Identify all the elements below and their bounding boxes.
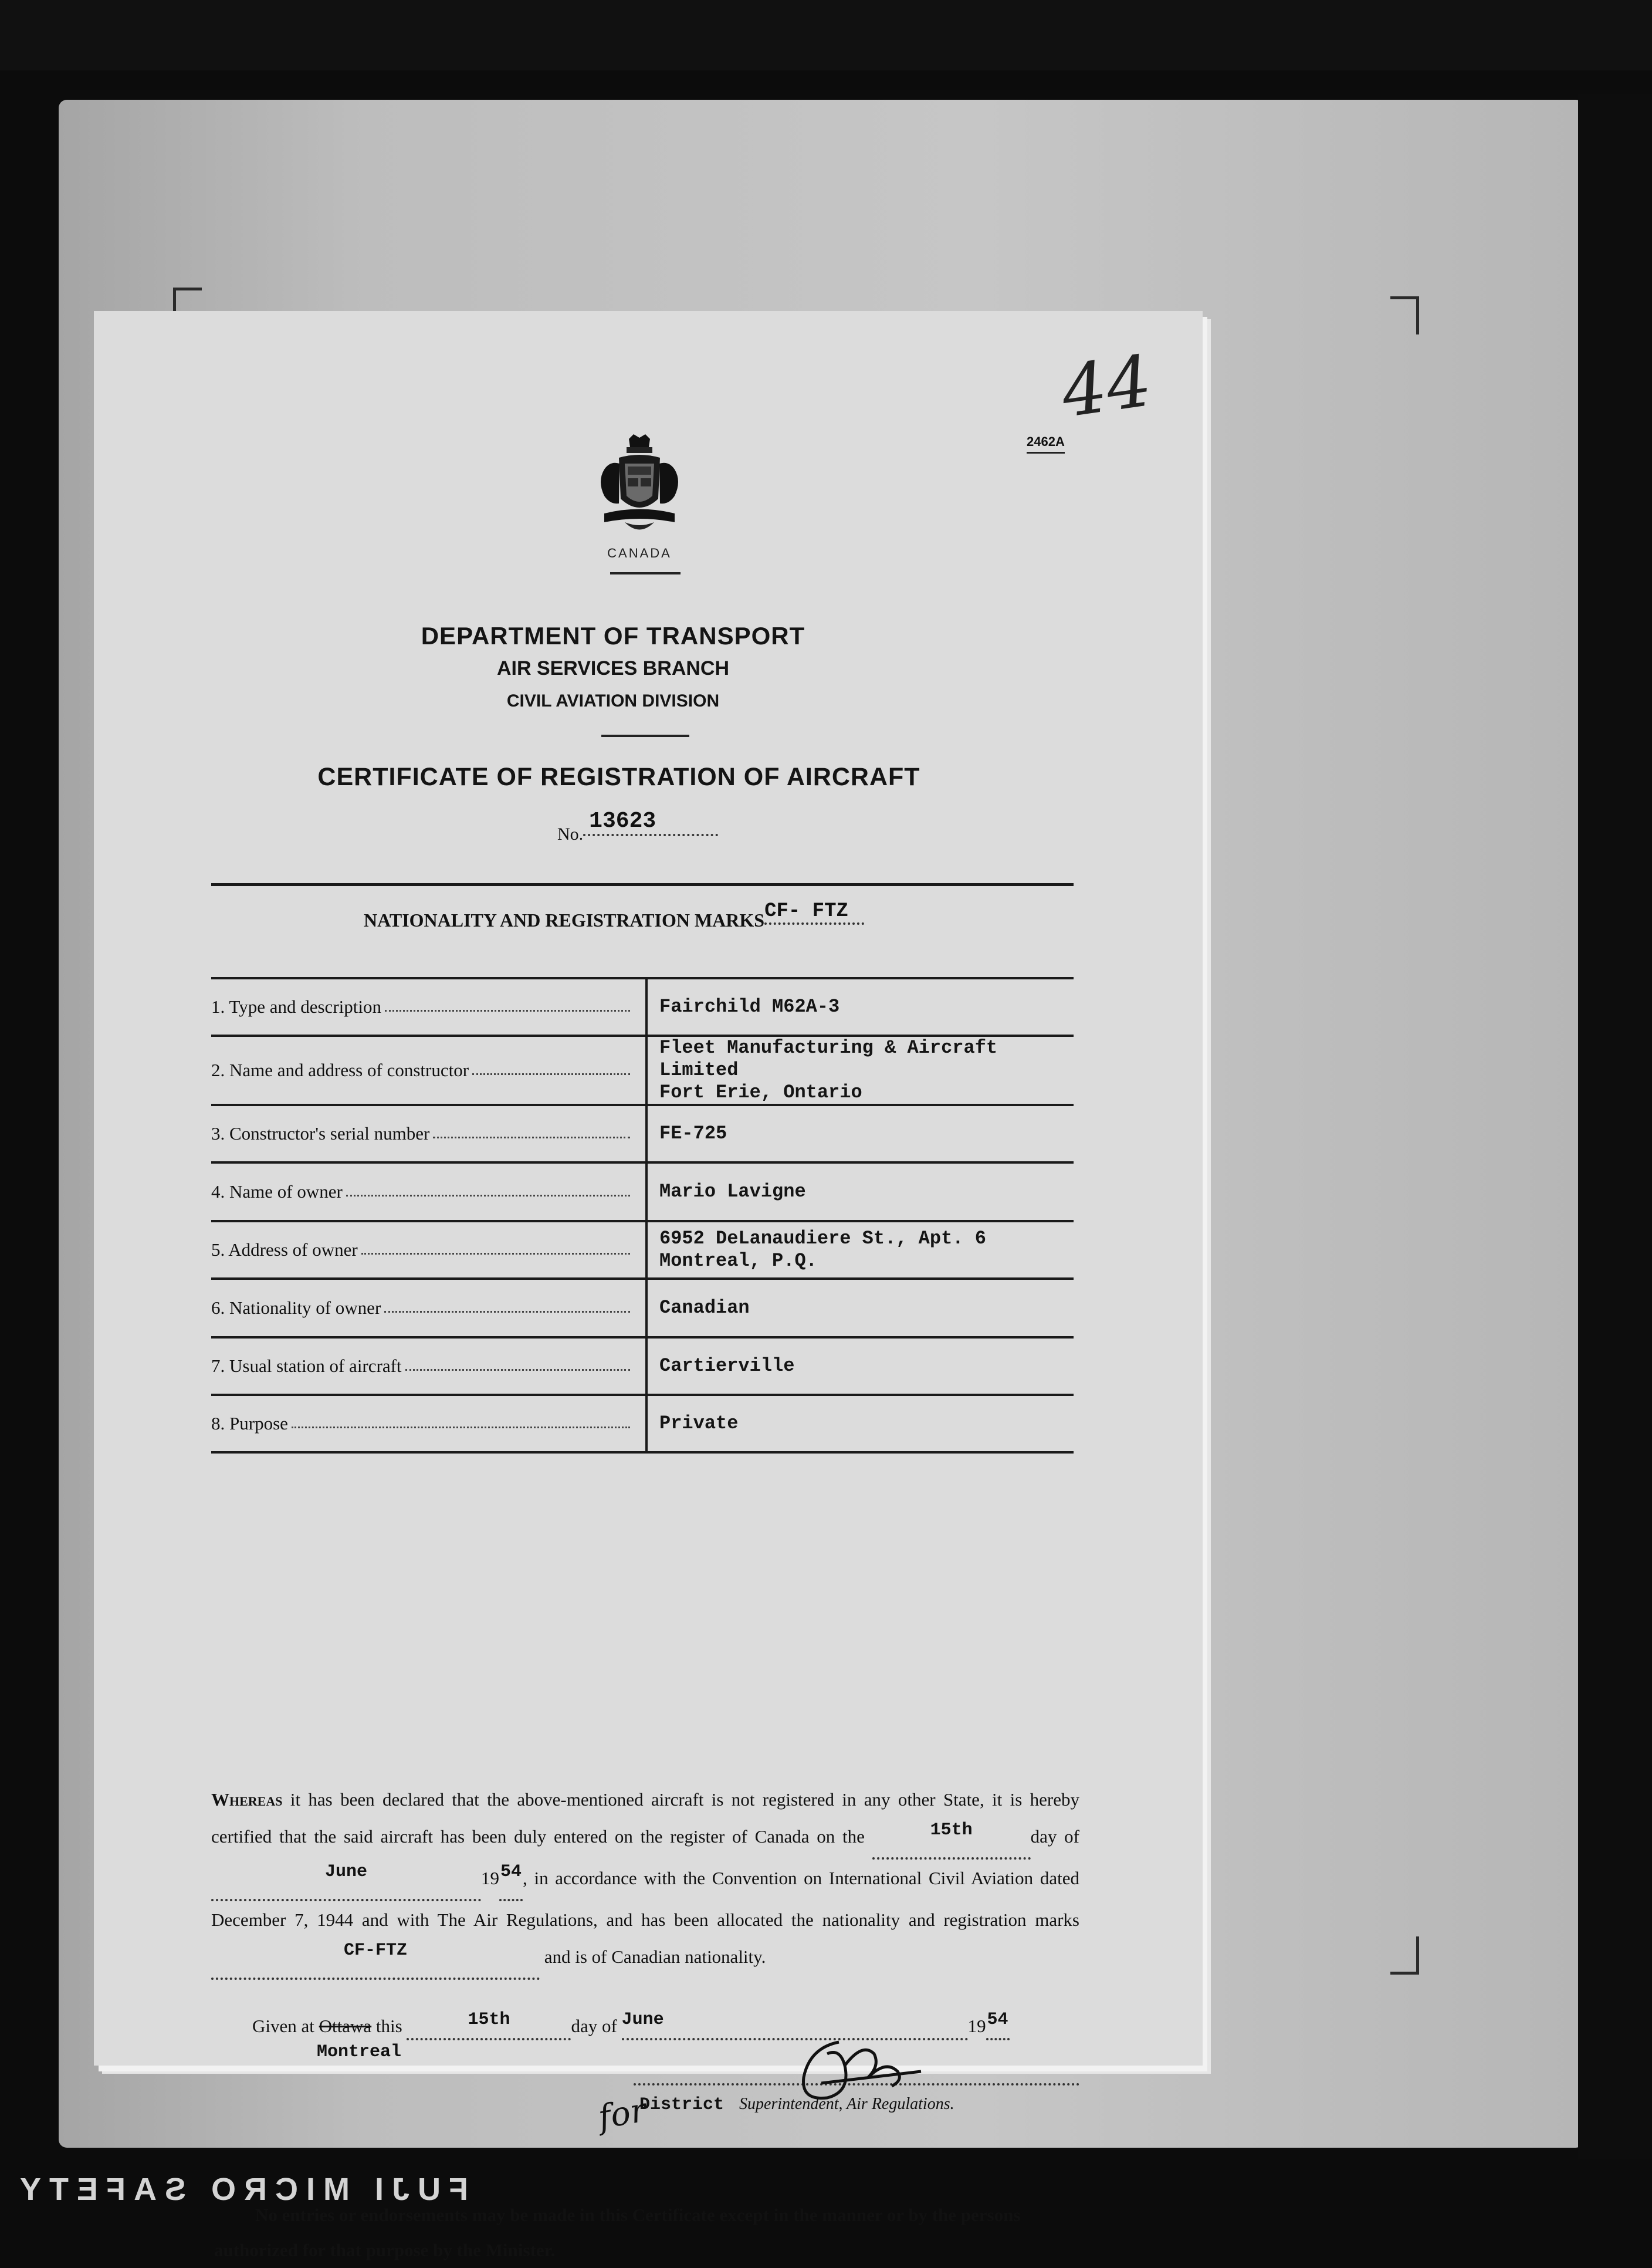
given-place: Montreal (317, 2042, 402, 2062)
form-number: 2462A (1027, 434, 1065, 454)
header-divider (601, 735, 689, 737)
field-label: 2. Name and address of constructor (211, 1060, 469, 1080)
section-divider (211, 883, 1074, 886)
registration-marks-label: NATIONALITY AND REGISTRATION MARKS (364, 910, 765, 931)
registration-month: June (324, 1862, 367, 1882)
film-imprint: FUJI MICRO SAFETY (12, 2172, 469, 2207)
given-year-prefix: 19 (967, 2016, 986, 2036)
field-label: 8. Purpose (211, 1413, 288, 1434)
table-row (211, 1395, 1074, 1452)
table-row (211, 1105, 1074, 1162)
given-day: 15th (468, 2010, 510, 2030)
film-strip-top (0, 0, 1652, 70)
table-row (211, 978, 1074, 1036)
field-value: Mario Lavigne (646, 1162, 1074, 1221)
table-row (211, 1279, 1074, 1337)
field-value: Fairchild M62A-3 (646, 978, 1074, 1036)
field-value: FE-725 (646, 1105, 1074, 1162)
field-value-line2: Montreal, P.Q. (659, 1250, 817, 1272)
declaration-marks: CF-FTZ (343, 1941, 408, 1961)
certificate-title: CERTIFICATE OF REGISTRATION OF AIRCRAFT (317, 763, 920, 791)
registration-day: 15th (930, 1820, 973, 1840)
given-this-label: this (375, 2016, 402, 2036)
signature-title (639, 2095, 954, 2115)
declaration-text-3: and is of Canadian nationality. (544, 1946, 766, 1967)
field-label: 7. Usual station of aircraft (211, 1356, 402, 1376)
registration-details-table (211, 977, 1074, 1454)
field-value-line2: Fort Erie, Ontario (659, 1081, 862, 1103)
crest-underline (610, 572, 681, 574)
branch-title: AIR SERVICES BRANCH (496, 657, 730, 680)
certificate-number-value: 13623 (583, 809, 718, 836)
crop-mark-top-right (1390, 296, 1419, 334)
field-value: 6952 DeLanaudiere St., Apt. 6 (659, 1228, 986, 1249)
given-struck-place: Ottawa (319, 2016, 372, 2036)
declaration-whereas: Whereas (211, 1789, 283, 1810)
registration-marks-row (364, 900, 864, 935)
declaration-text-2: , in accordance with the Convention on International Civil Aviation dated December 7, 1944 and with The Air Regulations, and has been allocated the nationality and registration marks (211, 1868, 1079, 1930)
department-title: DEPARTMENT OF TRANSPORT (421, 622, 805, 650)
field-label: 5. Address of owner (211, 1239, 358, 1260)
declaration-paragraph (211, 1781, 1079, 1980)
field-label: 4. Name of owner (211, 1181, 343, 1202)
given-month: June (621, 2010, 664, 2030)
footer-note: No entries or endorsements may be made in this Certificate except in the manner or by the persons authorized for that purpose by the Minister. (214, 2205, 1021, 2260)
registration-year-suffix: 54 (500, 1862, 522, 1882)
film-edge (1578, 94, 1652, 2159)
field-label: 3. Constructor's serial number (211, 1123, 430, 1144)
declaration-day-of: day of (1030, 1826, 1079, 1847)
given-day-of: day of (571, 2016, 617, 2036)
coat-of-arms-icon (593, 434, 686, 537)
registration-marks-value: CF- FTZ (764, 900, 864, 925)
field-label: 6. Nationality of owner (211, 1297, 381, 1318)
table-row (211, 1162, 1074, 1221)
certificate-number-row (557, 809, 718, 849)
table-row (211, 1337, 1074, 1395)
crest-label: CANADA (607, 546, 672, 560)
signature-printed-title: Superintendent, Air Regulations. (739, 2095, 954, 2113)
given-year-suffix: 54 (987, 2010, 1008, 2030)
field-value: Private (646, 1395, 1074, 1452)
division-title: CIVIL AVIATION DIVISION (506, 691, 720, 711)
table-row (211, 1221, 1074, 1279)
table-row (211, 1036, 1074, 1105)
handwritten-page-number: 44 (1057, 340, 1157, 434)
registration-year-prefix: 19 (481, 1868, 499, 1888)
certificate-number-label: No. (557, 824, 584, 844)
signature-typed-title: District (639, 2095, 725, 2115)
field-label: 1. Type and description (211, 996, 381, 1017)
field-value: Cartierville (646, 1337, 1074, 1395)
signature-for: for (595, 2091, 649, 2137)
field-value: Fleet Manufacturing & Aircraft Limited (659, 1037, 998, 1081)
declaration-text-1: it has been declared that the above-mentioned aircraft is not registered in any other State, it is hereby certified that the said aircraft has been duly entered on the register of Canada on the (211, 1789, 1079, 1847)
given-at-label: Given at (252, 2016, 314, 2036)
crop-mark-bottom-right (1390, 1936, 1419, 1975)
field-value: Canadian (646, 1279, 1074, 1337)
